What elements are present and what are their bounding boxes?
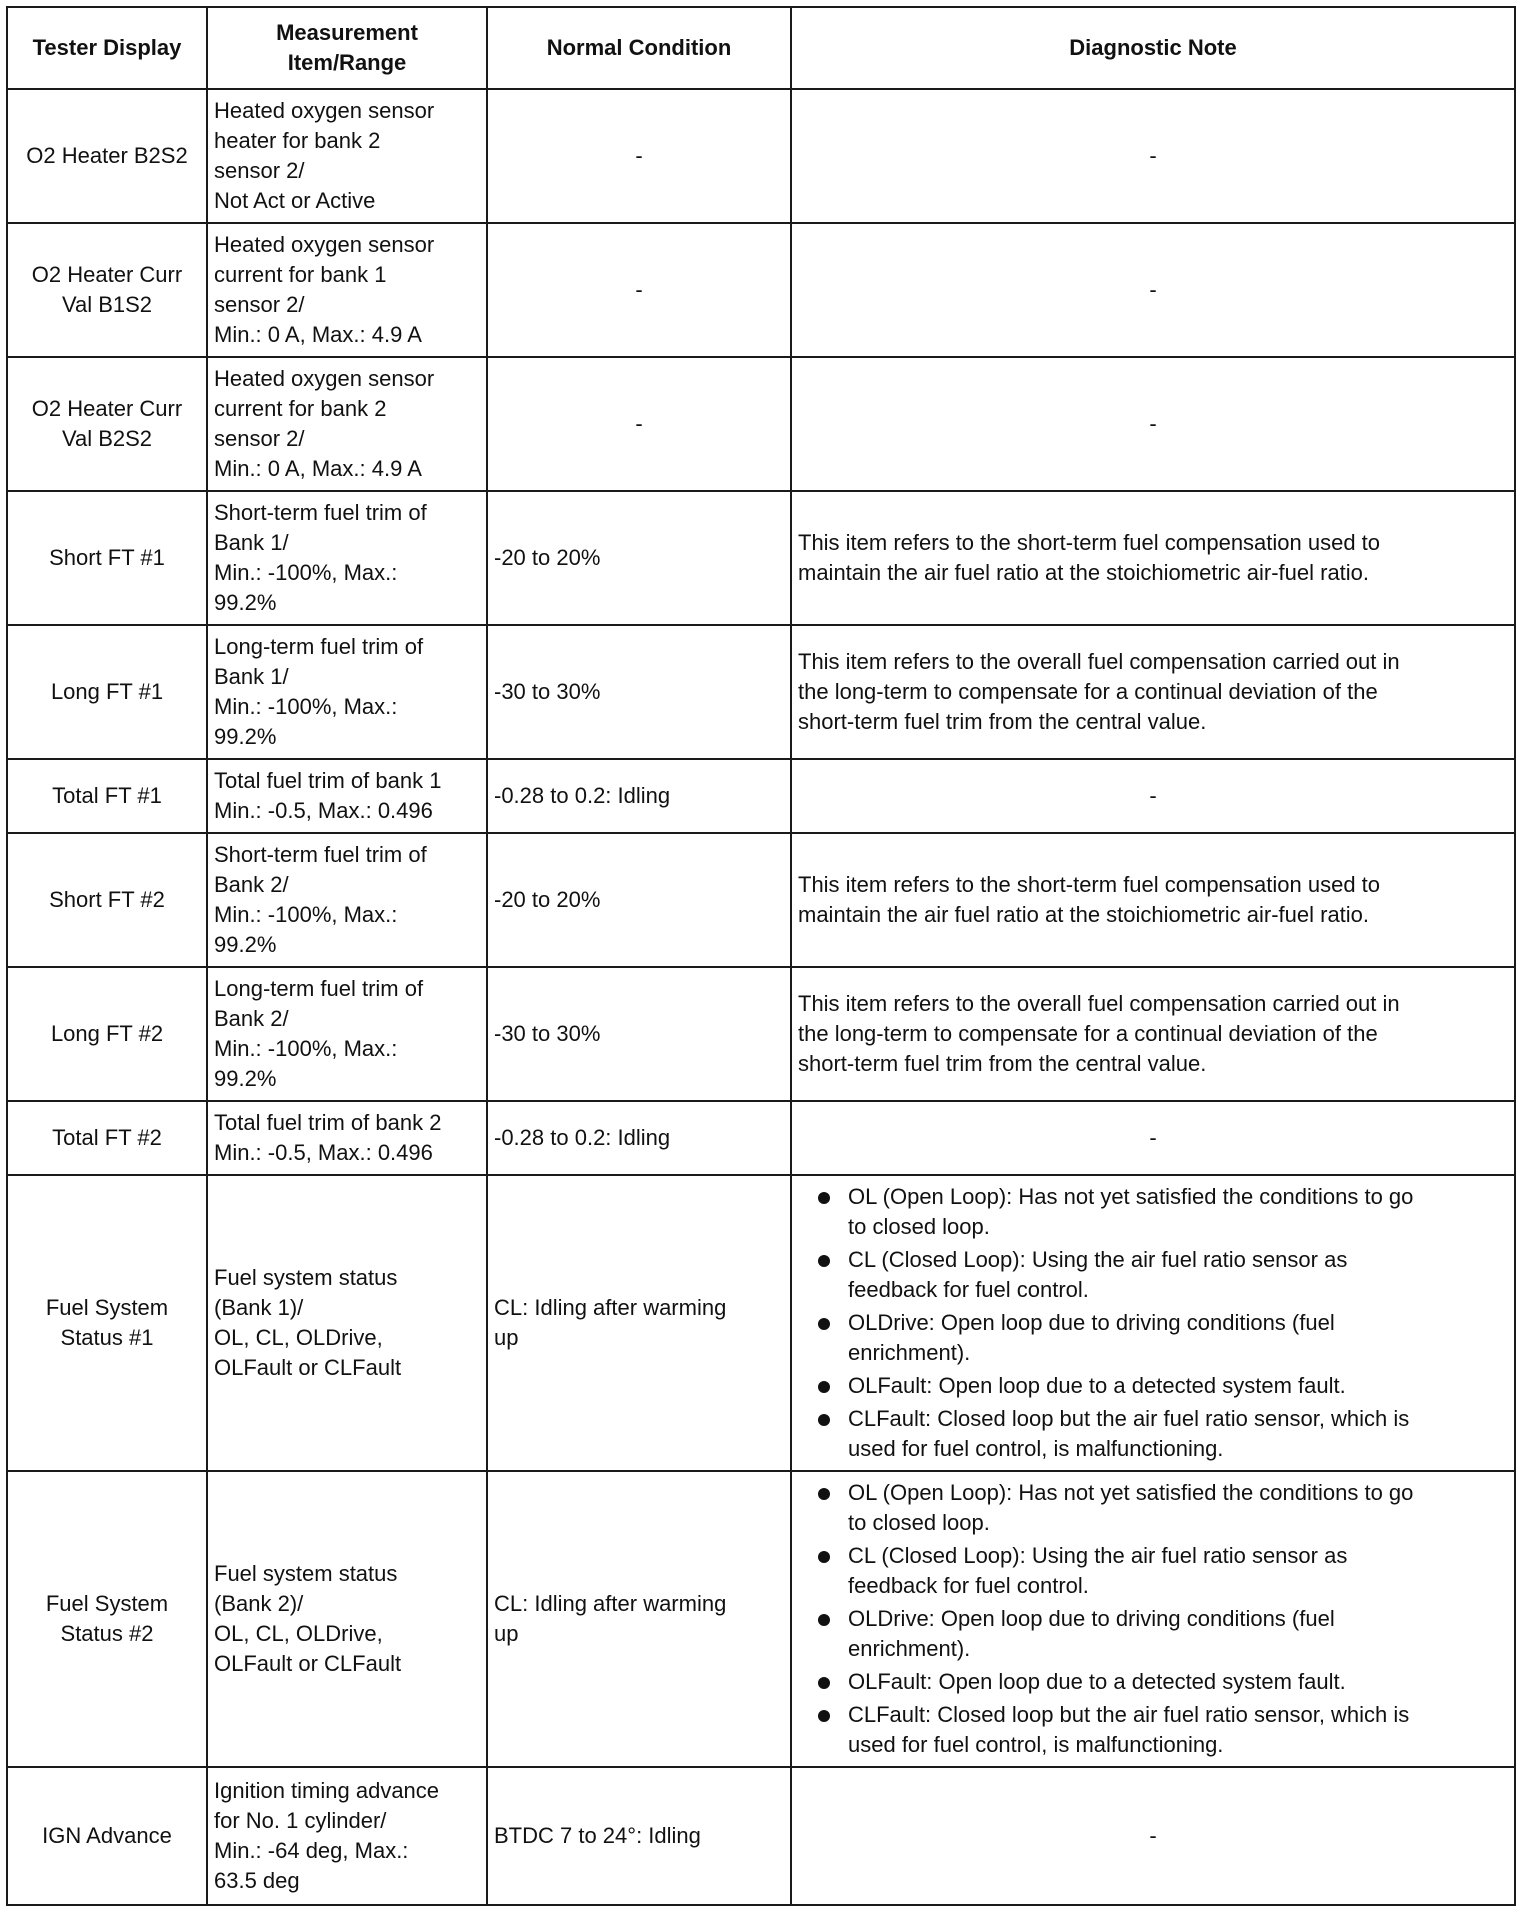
list-item-text: OLFault: Open loop due to a detected system fault. (848, 1373, 1346, 1398)
diagnostic-note-cell: This item refers to the overall fuel compensation carried out in the long-term to compensate for a continual deviation of the short-term fuel trim from the central value. (791, 967, 1515, 1101)
table-row (7, 357, 1515, 491)
bullet-icon (818, 1710, 830, 1722)
list-item-text: OLDrive: Open loop due to driving conditions (fuel enrichment). (848, 1310, 1335, 1365)
measurement-cell: Long-term fuel trim of Bank 1/ Min.: -100%, Max.: 99.2% (207, 625, 487, 759)
list-item (798, 1604, 1508, 1664)
normal-condition-cell: CL: Idling after warming up (487, 1175, 791, 1471)
measurement-cell: Short-term fuel trim of Bank 1/ Min.: -100%, Max.: 99.2% (207, 491, 487, 625)
bullet-icon (818, 1614, 830, 1626)
normal-condition-cell: -0.28 to 0.2: Idling (487, 1101, 791, 1175)
tester-display-cell: O2 Heater Curr Val B1S2 (7, 223, 207, 357)
bullet-icon (818, 1192, 830, 1204)
tester-display-cell: Short FT #2 (7, 833, 207, 967)
tester-display-cell: O2 Heater B2S2 (7, 89, 207, 223)
list-item (798, 1700, 1508, 1760)
measurement-cell: Heated oxygen sensor current for bank 1 sensor 2/ Min.: 0 A, Max.: 4.9 A (207, 223, 487, 357)
list-item-text: OL (Open Loop): Has not yet satisfied the conditions to go to closed loop. (848, 1184, 1414, 1239)
bullet-icon (818, 1381, 830, 1393)
list-item (798, 1182, 1508, 1242)
list-item-text: CL (Closed Loop): Using the air fuel ratio sensor as feedback for fuel control. (848, 1247, 1348, 1302)
table-row (7, 625, 1515, 759)
measurement-cell: Short-term fuel trim of Bank 2/ Min.: -100%, Max.: 99.2% (207, 833, 487, 967)
normal-condition-cell: - (487, 89, 791, 223)
list-item-text: CL (Closed Loop): Using the air fuel ratio sensor as feedback for fuel control. (848, 1543, 1348, 1598)
diagnostic-note-cell (791, 1471, 1515, 1767)
normal-condition-cell: -30 to 30% (487, 967, 791, 1101)
table-row (7, 759, 1515, 833)
measurement-cell: Total fuel trim of bank 1 Min.: -0.5, Max.: 0.496 (207, 759, 487, 833)
list-item (798, 1371, 1508, 1401)
diagnostic-note-list (798, 1478, 1508, 1760)
header-row (7, 7, 1515, 89)
tester-display-cell: Long FT #2 (7, 967, 207, 1101)
table-row (7, 1767, 1515, 1905)
diagnostic-note-cell: This item refers to the short-term fuel compensation used to maintain the air fuel ratio at the stoichiometric air-fuel ratio. (791, 491, 1515, 625)
measurement-cell: Long-term fuel trim of Bank 2/ Min.: -100%, Max.: 99.2% (207, 967, 487, 1101)
tester-display-cell: O2 Heater Curr Val B2S2 (7, 357, 207, 491)
normal-condition-cell: - (487, 357, 791, 491)
table-row (7, 967, 1515, 1101)
table-header (7, 7, 1515, 89)
diagnostic-note-cell: - (791, 357, 1515, 491)
list-item-text: OLDrive: Open loop due to driving conditions (fuel enrichment). (848, 1606, 1335, 1661)
bullet-icon (818, 1551, 830, 1563)
header-tester-display: Tester Display (7, 7, 207, 89)
table-body (7, 89, 1515, 1905)
measurement-cell: Heated oxygen sensor current for bank 2 sensor 2/ Min.: 0 A, Max.: 4.9 A (207, 357, 487, 491)
diagnostic-note-cell: This item refers to the short-term fuel compensation used to maintain the air fuel ratio at the stoichiometric air-fuel ratio. (791, 833, 1515, 967)
tester-display-cell: Total FT #2 (7, 1101, 207, 1175)
table-row (7, 1175, 1515, 1471)
tester-display-cell: Fuel System Status #1 (7, 1175, 207, 1471)
bullet-icon (818, 1414, 830, 1426)
tester-display-cell: Short FT #1 (7, 491, 207, 625)
table-row (7, 1101, 1515, 1175)
list-item (798, 1404, 1508, 1464)
measurement-cell: Fuel system status (Bank 1)/ OL, CL, OLDrive, OLFault or CLFault (207, 1175, 487, 1471)
table-row (7, 833, 1515, 967)
list-item-text: OLFault: Open loop due to a detected system fault. (848, 1669, 1346, 1694)
document-page (6, 6, 1514, 1906)
normal-condition-cell: -20 to 20% (487, 491, 791, 625)
bullet-icon (818, 1318, 830, 1330)
measurement-cell: Heated oxygen sensor heater for bank 2 sensor 2/ Not Act or Active (207, 89, 487, 223)
normal-condition-cell: BTDC 7 to 24°: Idling (487, 1767, 791, 1905)
tester-display-cell: Fuel System Status #2 (7, 1471, 207, 1767)
diagnostic-note-list (798, 1182, 1508, 1464)
table-row (7, 223, 1515, 357)
table-row (7, 89, 1515, 223)
data-list-table (6, 6, 1516, 1906)
list-item (798, 1308, 1508, 1368)
measurement-cell: Total fuel trim of bank 2 Min.: -0.5, Max.: 0.496 (207, 1101, 487, 1175)
diagnostic-note-cell: - (791, 223, 1515, 357)
table-row (7, 491, 1515, 625)
tester-display-cell: IGN Advance (7, 1767, 207, 1905)
table-row (7, 1471, 1515, 1767)
list-item (798, 1541, 1508, 1601)
diagnostic-note-cell: - (791, 759, 1515, 833)
bullet-icon (818, 1488, 830, 1500)
normal-condition-cell: -30 to 30% (487, 625, 791, 759)
normal-condition-cell: CL: Idling after warming up (487, 1471, 791, 1767)
list-item (798, 1667, 1508, 1697)
tester-display-cell: Long FT #1 (7, 625, 207, 759)
bullet-icon (818, 1255, 830, 1267)
list-item-text: OL (Open Loop): Has not yet satisfied the conditions to go to closed loop. (848, 1480, 1414, 1535)
header-measurement-item-range: Measurement Item/Range (207, 7, 487, 89)
header-normal-condition: Normal Condition (487, 7, 791, 89)
diagnostic-note-cell: This item refers to the overall fuel compensation carried out in the long-term to compensate for a continual deviation of the short-term fuel trim from the central value. (791, 625, 1515, 759)
diagnostic-note-cell: - (791, 1101, 1515, 1175)
measurement-cell: Ignition timing advance for No. 1 cylinder/ Min.: -64 deg, Max.: 63.5 deg (207, 1767, 487, 1905)
list-item (798, 1245, 1508, 1305)
list-item (798, 1478, 1508, 1538)
normal-condition-cell: -20 to 20% (487, 833, 791, 967)
normal-condition-cell: - (487, 223, 791, 357)
diagnostic-note-cell: - (791, 89, 1515, 223)
normal-condition-cell: -0.28 to 0.2: Idling (487, 759, 791, 833)
diagnostic-note-cell (791, 1175, 1515, 1471)
header-diagnostic-note: Diagnostic Note (791, 7, 1515, 89)
measurement-cell: Fuel system status (Bank 2)/ OL, CL, OLDrive, OLFault or CLFault (207, 1471, 487, 1767)
bullet-icon (818, 1677, 830, 1689)
list-item-text: CLFault: Closed loop but the air fuel ratio sensor, which is used for fuel control, is malfunctioning. (848, 1406, 1410, 1461)
list-item-text: CLFault: Closed loop but the air fuel ratio sensor, which is used for fuel control, is malfunctioning. (848, 1702, 1410, 1757)
diagnostic-note-cell: - (791, 1767, 1515, 1905)
tester-display-cell: Total FT #1 (7, 759, 207, 833)
